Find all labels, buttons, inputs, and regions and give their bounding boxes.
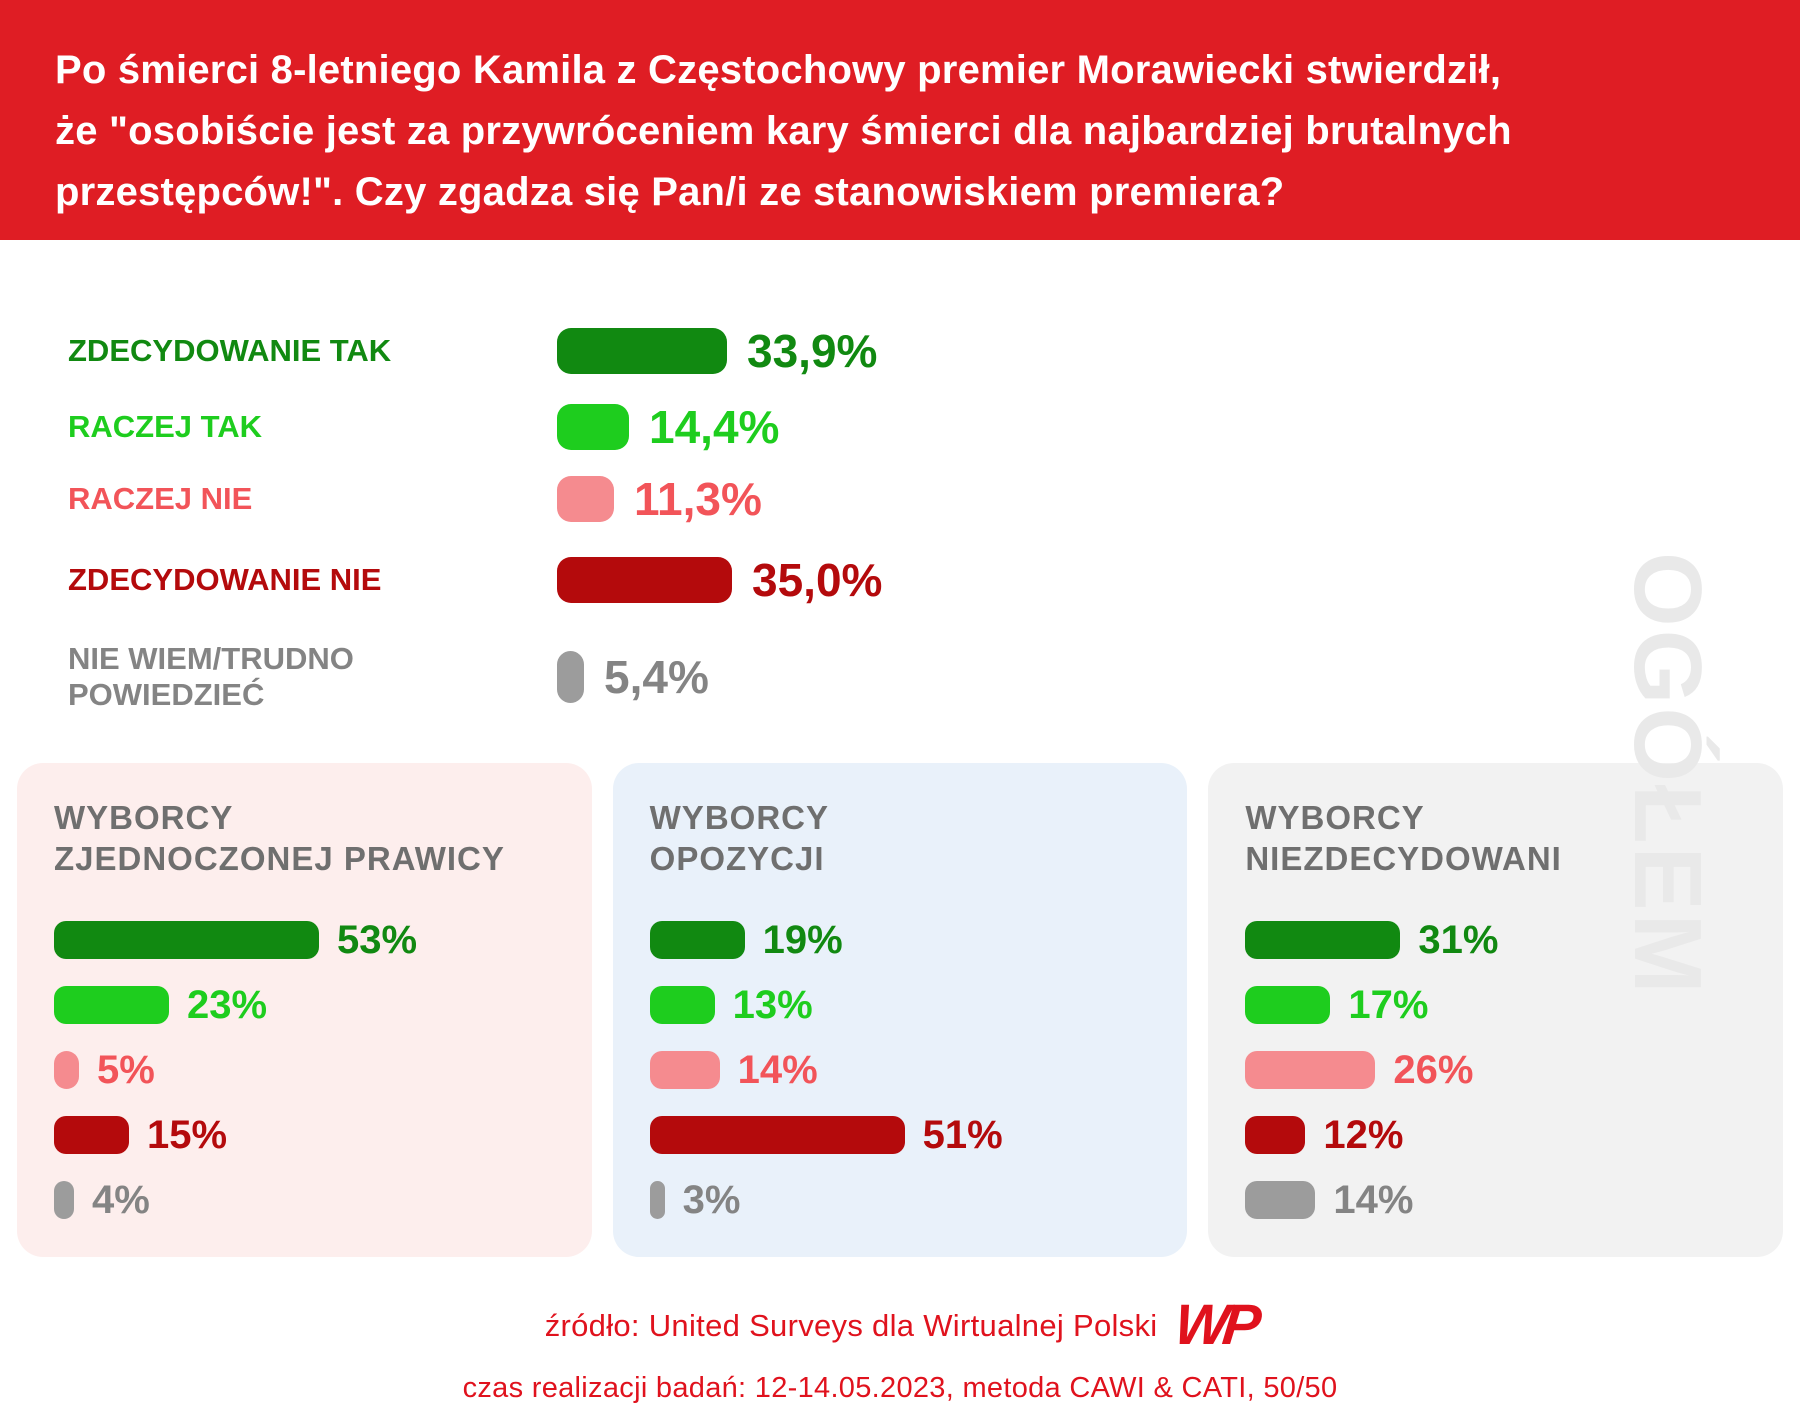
bar-zdecydowanie-nie <box>557 557 732 603</box>
bar-raczej-nie <box>557 476 614 522</box>
source-text: źródło: United Surveys dla Wirtualnej Polski <box>544 1307 1158 1343</box>
value-label: 53% <box>337 917 418 962</box>
bar-raczej-nie <box>650 1051 720 1089</box>
answer-label: ZDECYDOWANIE NIE <box>68 562 382 597</box>
value-label: 4% <box>92 1177 150 1222</box>
panel-row <box>650 982 1162 1027</box>
bar-raczej-tak <box>1245 986 1330 1024</box>
bar-nie-wiem <box>1245 1181 1315 1219</box>
panel-row <box>54 1047 566 1092</box>
bar-zdecydowanie-nie <box>1245 1116 1305 1154</box>
overall-row-zdecydowanie-nie <box>68 554 1800 606</box>
value-label: 26% <box>1393 1047 1474 1092</box>
panel-row <box>54 1177 566 1222</box>
question-line-2: że "osobiście jest za przywróceniem kary śmierci dla najbardziej brutalnych <box>55 109 1512 153</box>
bar-nie-wiem <box>557 651 584 703</box>
panel-opozycja <box>613 763 1188 1257</box>
value-label: 11,3% <box>634 473 762 525</box>
panel-row <box>650 917 1162 962</box>
bar-nie-wiem <box>54 1181 74 1219</box>
value-label: 14,4% <box>649 401 780 453</box>
bar-zdecydowanie-tak <box>1245 921 1400 959</box>
survey-details: czas realizacji badań: 12-14.05.2023, metoda CAWI & CATI, 50/50 <box>462 1372 1338 1404</box>
panel-row <box>650 1047 1162 1092</box>
value-label: 15% <box>147 1112 228 1157</box>
bar-zdecydowanie-tak <box>557 328 727 374</box>
question-line-3: przestępców!". Czy zgadza się Pan/i ze stanowiskiem premiera? <box>55 170 1285 214</box>
segment-panels <box>0 763 1800 1257</box>
value-label: 23% <box>187 982 268 1027</box>
value-label: 5% <box>97 1047 155 1092</box>
panel-row <box>1245 1047 1757 1092</box>
overall-row-nie-wiem <box>68 641 1800 712</box>
bar-raczej-tak <box>650 986 715 1024</box>
overall-watermark: OGÓŁEM <box>1614 552 1721 997</box>
value-label: 51% <box>922 1112 1003 1157</box>
value-label: 33,9% <box>747 325 878 377</box>
panel-row <box>650 1112 1162 1157</box>
bar-zdecydowanie-nie <box>650 1116 905 1154</box>
panel-row <box>1245 1177 1757 1222</box>
value-label: 12% <box>1323 1112 1404 1157</box>
bar-zdecydowanie-nie <box>54 1116 129 1154</box>
value-label: 14% <box>737 1047 818 1092</box>
panel-title: WYBORCY OPOZYCJI <box>649 799 829 877</box>
panel-row <box>54 982 566 1027</box>
bar-nie-wiem <box>650 1181 665 1219</box>
overall-row-raczej-nie <box>68 473 1800 525</box>
panel-row <box>54 1112 566 1157</box>
value-label: 31% <box>1418 917 1499 962</box>
overall-row-zdecydowanie-tak <box>68 325 1800 377</box>
value-label: 5,4% <box>604 651 709 703</box>
value-label: 17% <box>1348 982 1429 1027</box>
value-label: 14% <box>1333 1177 1414 1222</box>
wp-logo: WP <box>1172 1293 1259 1357</box>
bar-zdecydowanie-tak <box>54 921 319 959</box>
answer-label: NIE WIEM/TRUDNO POWIEDZIEĆ <box>68 641 354 712</box>
source-row <box>0 1293 1800 1357</box>
overall-row-raczej-tak <box>68 401 1800 453</box>
panel-title: WYBORCY NIEZDECYDOWANI <box>1245 799 1562 877</box>
panel-row <box>1245 1112 1757 1157</box>
panel-row <box>54 917 566 962</box>
bar-raczej-nie <box>1245 1051 1375 1089</box>
value-label: 19% <box>762 917 843 962</box>
footer <box>0 1293 1800 1405</box>
answer-label: ZDECYDOWANIE TAK <box>68 333 392 368</box>
panel-title: WYBORCY ZJEDNOCZONEJ PRAWICY <box>54 799 505 877</box>
answer-label: RACZEJ TAK <box>68 409 263 444</box>
panel-zjednoczona-prawica <box>17 763 592 1257</box>
bar-raczej-tak <box>557 404 629 450</box>
value-label: 35,0% <box>752 554 883 606</box>
bar-raczej-nie <box>54 1051 79 1089</box>
answer-label: RACZEJ NIE <box>68 481 253 516</box>
panel-row <box>650 1177 1162 1222</box>
value-label: 3% <box>682 1177 741 1222</box>
question-banner <box>0 0 1800 240</box>
question-line-1: Po śmierci 8-letniego Kamila z Częstochowy premier Morawiecki stwierdził, <box>55 48 1502 92</box>
bar-raczej-tak <box>54 986 169 1024</box>
bar-zdecydowanie-tak <box>650 921 745 959</box>
value-label: 13% <box>732 982 813 1027</box>
